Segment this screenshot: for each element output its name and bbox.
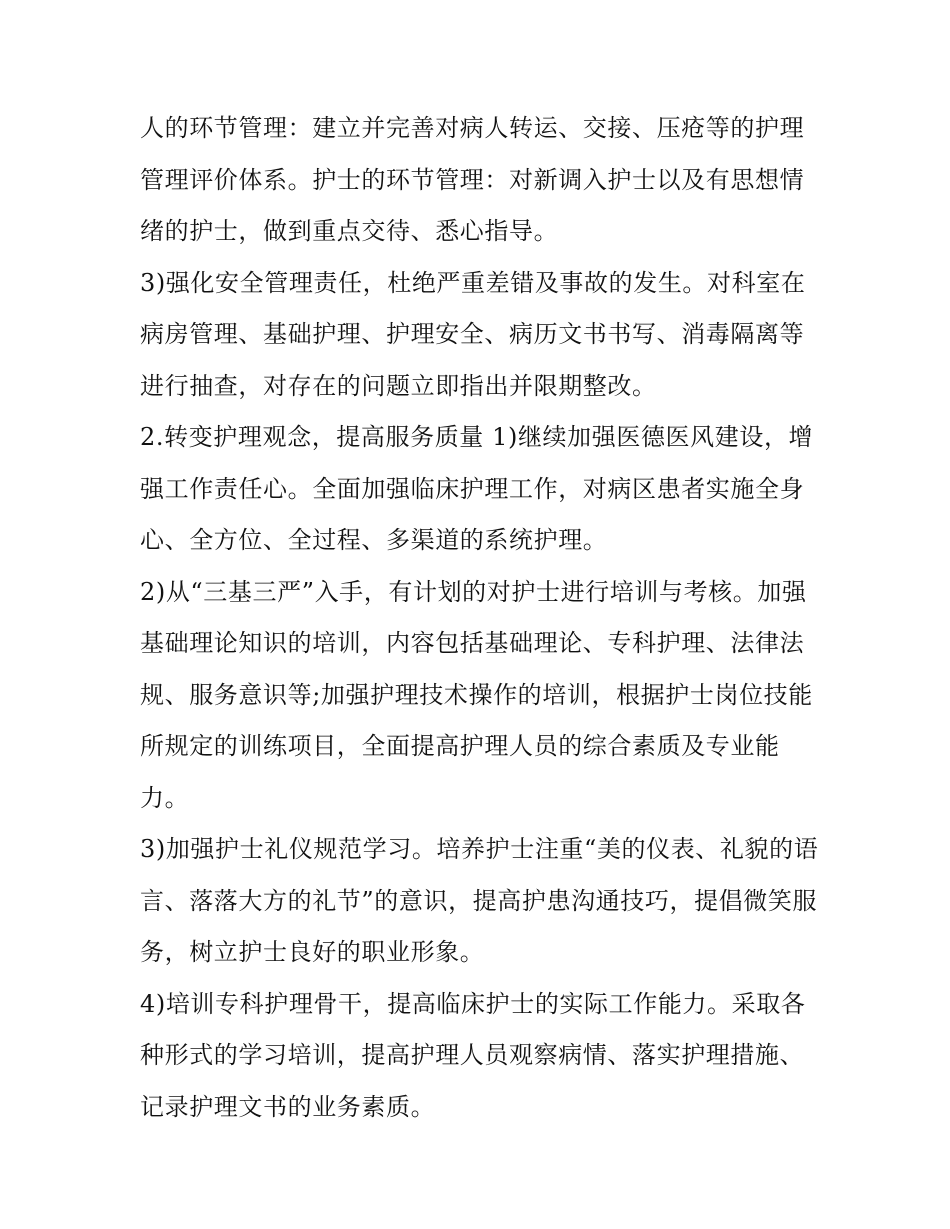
- document-body: [140, 103, 820, 1133]
- paragraph-specialist-training: 4)培训专科护理骨干，提高临床护士的实际工作能力。采取各种形式的学习培训，提高护理人员观察病情、落实护理措施、记录护理文书的业务素质。: [140, 989, 806, 1121]
- paragraph-service-quality: 2.转变护理观念，提高服务质量 1)继续加强医德医风建设，增强工作责任心。全面加强临床护理工作，对病区患者实施全身心、全方位、全过程、多渠道的系统护理。: [140, 423, 814, 554]
- paragraph-etiquette: 3)加强护士礼仪规范学习。培养护士注重“美的仪表、礼貌的语言、落落大方的礼节”的意识，提高护患沟通技巧，提倡微笑服务，树立护士良好的职业形象。: [140, 835, 819, 966]
- paragraph-patient-link-management: 人的环节管理：建立并完善对病人转运、交接、压疮等的护理管理评价体系。护士的环节管理：对新调入护士以及有思想情绪的护士，做到重点交待、悉心指导。: [140, 114, 805, 245]
- paragraph-safety-management: 3)强化安全管理责任，杜绝严重差错及事故的发生。对科室在病房管理、基础护理、护理安全、病历文书书写、消毒隔离等进行抽查，对存在的问题立即指出并限期整改。: [140, 268, 806, 400]
- paragraph-training-assessment: 2)从“三基三严”入手，有计划的对护士进行培训与考核。加强基础理论知识的培训，内容包括基础理论、专科护理、法律法规、服务意识等;加强护理技术操作的培训，根据护士岗位技能所规定的训练项目，全面提高护理人员的综合素质及专业能力。: [140, 577, 813, 812]
